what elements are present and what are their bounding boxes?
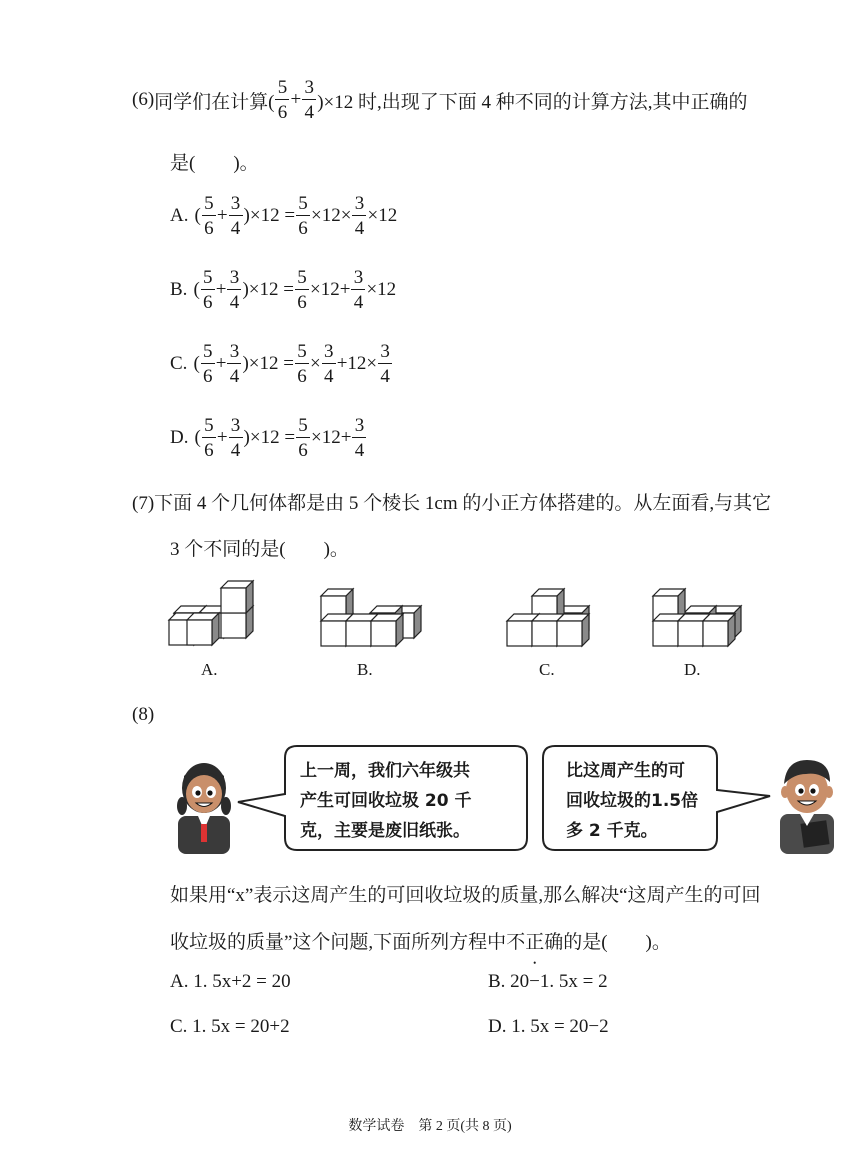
q7-stem-line2: 3 个不同的是( )。 [170,539,349,560]
figure-label-a: A. [201,660,218,679]
girl-character-icon [168,754,240,854]
fraction-5-6: $\frac{5}{6}$ [275,78,289,122]
q8-option-d[interactable]: D. 1. 5x = 20−2 [488,1016,609,1037]
q6-stem-b: )×12 时,出现了下面 4 种不同的计算方法,其中正确的 [317,91,748,113]
q6-stem-line1: (6) 同学们在计算( $\frac{5}{6}$ + $\frac{3}{4}$ )×12 时,出现了下面 4 种不同的计算方法,其中正确的 [132,77,748,123]
q7-stem-line1: (7)下面 4 个几何体都是由 5 个棱长 1cm 的小正方体搭建的。从左面看,与其它 [132,493,772,514]
cube-figures [160,570,760,660]
q8-option-c[interactable]: C. 1. 5x = 20+2 [170,1016,290,1037]
figure-a[interactable] [169,581,253,645]
q8-number: (8) [132,704,155,725]
q6-number: (6) [132,89,155,110]
q6-option-b[interactable]: B. ( $\frac{5}{6}$ + $\frac{3}{4}$ )×12 = $\frac{5}{6}$ ×12+ $\frac{3}{4}$ ×12 [170,267,397,313]
figure-d[interactable] [653,589,741,646]
q8-option-b[interactable]: B. 20−1. 5x = 2 [488,971,608,992]
figure-c[interactable] [507,589,589,646]
figure-b[interactable] [321,589,421,646]
q8-stem-line2: 收垃圾的质量”这个问题,下面所列方程中不正确的是( )。 [170,927,671,954]
emphasized-not-correct: 不正确 [506,932,564,953]
q6-stem-a: 同学们在计算( [154,91,275,113]
q6-option-c[interactable]: C. ( $\frac{5}{6}$ + $\frac{3}{4}$ )×12 = $\frac{5}{6}$ × $\frac{3}{4}$ +12× $\frac{3}{4}$ [170,342,393,386]
fraction-3-4: $\frac{3}{4}$ [302,78,316,122]
q6-option-a[interactable]: A. ( $\frac{5}{6}$ + $\frac{3}{4}$ )×12 = $\frac{5}{6}$ ×12× $\frac{3}{4}$ ×12 [170,193,398,239]
q8-option-a[interactable]: A. 1. 5x+2 = 20 [170,971,291,992]
q8-stem-line1: 如果用“x”表示这周产生的可回收垃圾的质量,那么解决“这周产生的可回 [170,885,761,906]
q6-stem-line2: 是( )。 [170,153,259,174]
bubble-right-text: 比这周产生的可 回收垃圾的1.5倍 多 2 千克。 [566,761,699,841]
q7-number: (7) [132,493,155,514]
figure-label-d: D. [684,660,701,679]
q6-option-d[interactable]: D. ( $\frac{5}{6}$ + $\frac{3}{4}$ )×12 = $\frac{5}{6}$ ×12+ $\frac{3}{4}$ [170,416,367,460]
bubble-left-text: 上一周，我们六年级共 产生可回收垃圾 20 千 克，主要是废旧纸张。 [300,761,472,841]
figure-label-b: B. [357,660,373,679]
figure-label-c: C. [539,660,555,679]
page-footer: 数学试卷 第 2 页(共 8 页) [348,1119,512,1134]
boy-character-icon [772,750,842,854]
